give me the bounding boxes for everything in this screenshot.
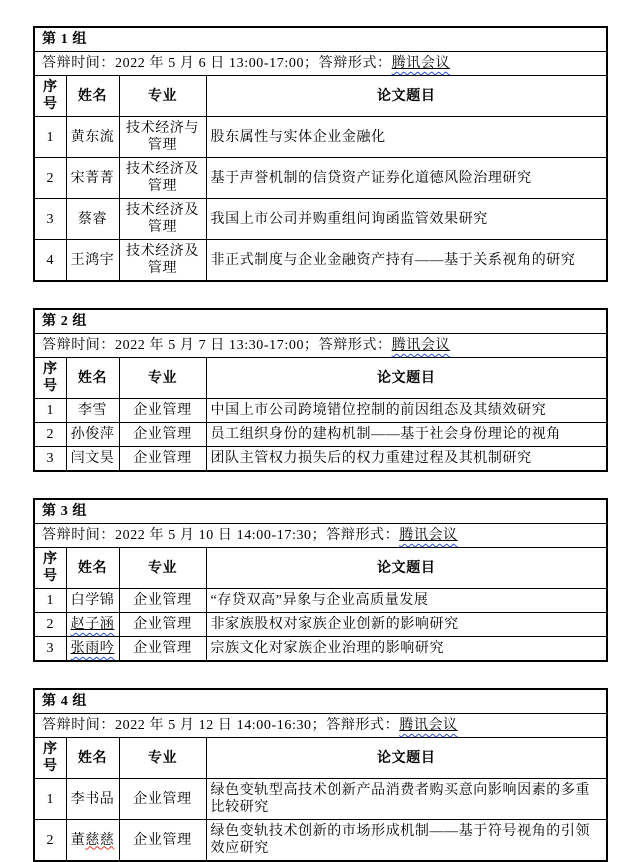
defense-group-table xyxy=(33,308,608,472)
column-header-topic: 论文题目 xyxy=(206,76,607,117)
topic-cell: 股东属性与实体企业金融化 xyxy=(206,117,607,158)
name-cell xyxy=(66,589,119,613)
student-name-text: 李书品 xyxy=(70,791,115,807)
schedule-row xyxy=(34,334,607,358)
topic-cell: 非正式制度与企业金融资产持有——基于关系视角的研究 xyxy=(206,240,607,282)
defense-group-table xyxy=(33,26,608,282)
schedule-cell xyxy=(34,52,607,76)
major-cell: 企业管理 xyxy=(119,589,206,613)
meeting-link-text: 腾讯会议 xyxy=(399,718,458,733)
student-name-text: 李雪 xyxy=(77,403,108,418)
meeting-link-text: 腾讯会议 xyxy=(391,338,451,353)
table-header-row xyxy=(34,76,607,117)
name-cell xyxy=(66,399,119,423)
defense-group-table xyxy=(33,498,608,662)
column-header-name: 姓名 xyxy=(66,548,119,589)
column-header-name: 姓名 xyxy=(66,76,119,117)
student-row xyxy=(34,240,607,282)
serial-cell: 2 xyxy=(34,158,66,199)
group-title: 第 4 组 xyxy=(34,689,607,714)
major-cell: 企业管理 xyxy=(119,820,206,862)
group-title: 第 3 组 xyxy=(34,499,607,524)
major-cell: 企业管理 xyxy=(119,423,206,447)
schedule-cell xyxy=(34,524,607,548)
major-cell: 技术经济及管理 xyxy=(119,158,206,199)
student-name-text: 蔡睿 xyxy=(77,211,108,227)
topic-cell: 员工组织身份的建构机制——基于社会身份理论的视角 xyxy=(206,423,607,447)
serial-cell: 3 xyxy=(34,199,66,240)
name-cell xyxy=(66,117,119,158)
column-header-topic: 论文题目 xyxy=(206,548,607,589)
schedule-text: 答辩时间：2022 年 5 月 7 日 13:30-17:00；答辩形式： xyxy=(42,338,392,353)
group-title-row xyxy=(34,499,607,524)
group-title-row xyxy=(34,27,607,52)
major-cell: 企业管理 xyxy=(119,613,206,637)
topic-cell: 宗族文化对家族企业治理的影响研究 xyxy=(206,637,607,662)
student-name-text: 黄东流 xyxy=(70,129,115,145)
major-cell: 企业管理 xyxy=(119,637,206,662)
table-header-row xyxy=(34,358,607,399)
student-row xyxy=(34,779,607,820)
major-cell: 技术经济及管理 xyxy=(119,240,206,282)
student-name-text: 闫文昊 xyxy=(70,451,115,466)
defense-group-table xyxy=(33,688,608,862)
name-cell xyxy=(66,613,119,637)
serial-cell: 1 xyxy=(34,779,66,820)
serial-cell: 3 xyxy=(34,637,66,662)
schedule-cell xyxy=(34,714,607,738)
major-cell: 技术经济与管理 xyxy=(119,117,206,158)
column-header-topic: 论文题目 xyxy=(206,738,607,779)
topic-cell: 绿色变轨技术创新的市场形成机制——基于符号视角的引领效应研究 xyxy=(206,820,607,862)
name-cell xyxy=(66,637,119,662)
table-header-row xyxy=(34,548,607,589)
student-name-link xyxy=(71,617,115,632)
topic-cell: 基于声誉机制的信贷资产证券化道德风险治理研究 xyxy=(206,158,607,199)
group-title: 第 2 组 xyxy=(34,309,607,334)
topic-cell: “存贷双高”异象与企业高质量发展 xyxy=(206,589,607,613)
topic-cell: 中国上市公司跨境错位控制的前因组态及其绩效研究 xyxy=(206,399,607,423)
student-row xyxy=(34,117,607,158)
major-cell: 技术经济及管理 xyxy=(119,199,206,240)
major-cell: 企业管理 xyxy=(119,447,206,472)
student-name-text: 白学锦 xyxy=(70,593,115,608)
schedule-row xyxy=(34,714,607,738)
serial-cell: 2 xyxy=(34,820,66,862)
group-title-row xyxy=(34,689,607,714)
serial-cell: 1 xyxy=(34,589,66,613)
meeting-link[interactable] xyxy=(392,338,450,353)
student-name-text-misspelled: 慈慈 xyxy=(85,832,115,848)
column-header-serial: 序号 xyxy=(34,76,66,117)
topic-cell: 团队主管权力损失后的权力重建过程及其机制研究 xyxy=(206,447,607,472)
name-cell xyxy=(66,779,119,820)
group-title: 第 1 组 xyxy=(34,27,607,52)
student-name-text: 张雨吟 xyxy=(70,641,115,656)
schedule-row xyxy=(34,52,607,76)
column-header-name: 姓名 xyxy=(66,358,119,399)
student-name-link xyxy=(71,641,115,656)
major-cell: 企业管理 xyxy=(119,399,206,423)
group-title-row xyxy=(34,309,607,334)
column-header-serial: 序号 xyxy=(34,548,66,589)
column-header-major: 专业 xyxy=(119,548,206,589)
name-cell xyxy=(66,158,119,199)
major-cell: 企业管理 xyxy=(119,779,206,820)
student-row xyxy=(34,423,607,447)
student-row xyxy=(34,820,607,862)
student-row xyxy=(34,613,607,637)
column-header-serial: 序号 xyxy=(34,738,66,779)
serial-cell: 1 xyxy=(34,399,66,423)
topic-cell: 非家族股权对家族企业创新的影响研究 xyxy=(206,613,607,637)
meeting-link[interactable] xyxy=(399,528,457,543)
column-header-major: 专业 xyxy=(119,76,206,117)
table-header-row xyxy=(34,738,607,779)
schedule-cell xyxy=(34,334,607,358)
name-cell xyxy=(66,199,119,240)
serial-cell: 2 xyxy=(34,423,66,447)
student-row xyxy=(34,399,607,423)
meeting-link[interactable] xyxy=(392,56,450,71)
student-name-text: 董 xyxy=(70,832,86,848)
schedule-text: 答辩时间：2022 年 5 月 6 日 13:00-17:00；答辩形式： xyxy=(42,56,392,71)
column-header-topic: 论文题目 xyxy=(206,358,607,399)
topic-cell: 我国上市公司并购重组问询函监管效果研究 xyxy=(206,199,607,240)
student-row xyxy=(34,158,607,199)
serial-cell: 1 xyxy=(34,117,66,158)
column-header-major: 专业 xyxy=(119,358,206,399)
student-row xyxy=(34,589,607,613)
student-row xyxy=(34,637,607,662)
student-row xyxy=(34,447,607,472)
meeting-link-text: 腾讯会议 xyxy=(391,56,451,71)
schedule-text: 答辩时间：2022 年 5 月 12 日 14:00-16:30；答辩形式： xyxy=(42,718,400,733)
student-name-text: 赵子涵 xyxy=(70,617,115,632)
serial-cell: 3 xyxy=(34,447,66,472)
serial-cell: 4 xyxy=(34,240,66,282)
column-header-name: 姓名 xyxy=(66,738,119,779)
column-header-serial: 序号 xyxy=(34,358,66,399)
student-name-text: 王鸿宇 xyxy=(70,252,115,268)
meeting-link[interactable] xyxy=(399,718,457,733)
name-cell xyxy=(66,447,119,472)
schedule-row xyxy=(34,524,607,548)
name-cell xyxy=(66,240,119,282)
serial-cell: 2 xyxy=(34,613,66,637)
student-name-text: 孙俊萍 xyxy=(70,427,115,442)
meeting-link-text: 腾讯会议 xyxy=(399,528,458,543)
name-cell xyxy=(66,423,119,447)
column-header-major: 专业 xyxy=(119,738,206,779)
topic-cell: 绿色变轨型高技术创新产品消费者购买意向影响因素的多重比较研究 xyxy=(206,779,607,820)
name-cell xyxy=(66,820,119,862)
schedule-text: 答辩时间：2022 年 5 月 10 日 14:00-17:30；答辩形式： xyxy=(42,528,400,543)
student-name-text: 宋菁菁 xyxy=(70,170,115,186)
student-row xyxy=(34,199,607,240)
